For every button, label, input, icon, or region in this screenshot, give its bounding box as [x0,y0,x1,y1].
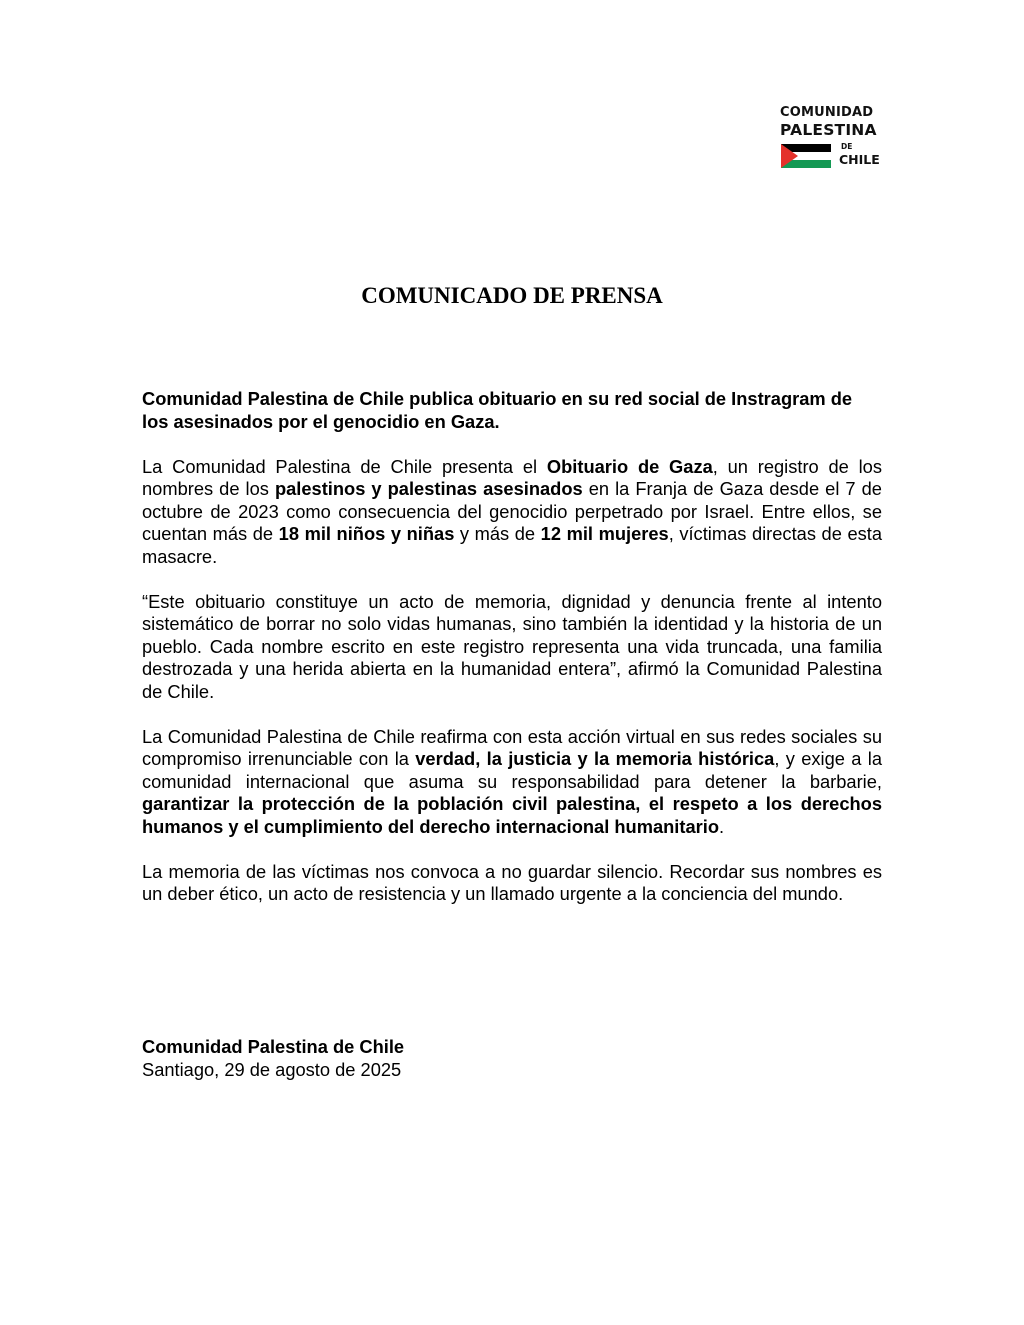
p1-bold-asesinados: palestinos y palestinas asesinados [274,478,583,499]
press-release-body [142,388,882,928]
p1-bold-obituario: Obituario de Gaza [546,455,713,477]
p3-bold-verdad: verdad, la justicia y la memoria histórica [415,748,775,769]
logo-line-chile: CHILE [839,152,880,167]
palestine-flag-icon [781,144,831,168]
p1-text-2: , un registro de los nombres de los [142,455,882,499]
p1-bold-ninos: 18 mil niños y niñas [278,523,455,544]
subheading: Comunidad Palestina de Chile publica obituario en su red social de Instragram de los asesinados por el genocidio en Gaza. [142,388,853,432]
p3-text-1: La Comunidad Palestina de Chile reafirma con esta acción virtual en sus redes sociales su compromiso irrenunciable con la [142,725,882,769]
paragraph-1 [142,456,882,569]
logo-line-comunidad: COMUNIDAD [780,105,874,120]
p1-text-4: y más de [454,523,541,544]
p3-bold-garantizar: garantizar la protección de la población civil palestina, el respeto a los derechos humanos y el cumplimiento del derecho internacional humanitario [142,793,882,837]
p1-text-1: La Comunidad Palestina de Chile presenta el [142,455,547,477]
signature-organization: Comunidad Palestina de Chile [142,1036,405,1057]
signature-block [142,1036,404,1081]
page-title: COMUNICADO DE PRENSA [361,283,663,308]
p1-text-5: , víctimas directas de esta masacre. [142,523,882,567]
organization-logo [780,105,890,172]
paragraph-3 [142,726,882,839]
logo-flag-row [780,142,890,172]
logo-line-de: DE [841,142,853,151]
p1-bold-mujeres: 12 mil mujeres [540,523,669,544]
p1-text-3: en la Franja de Gaza desde el 7 de octubre de 2023 como consecuencia del genocidio perpetrado por Israel. Entre ellos, se cuentan más de [142,478,882,544]
signature-place-date: Santiago, 29 de agosto de 2025 [142,1058,402,1080]
paragraph-2-quote: “Este obituario constituye un acto de memoria, dignidad y denuncia frente al intento sistemático de borrar no solo vidas humanas, sino también la identidad y la historia de un pueblo. Cada nombre escrito en este registro representa una vida truncada, una familia destrozada y una herida abierta en la humanidad entera”, afirmó la Comunidad Palestina de Chile. [142,590,882,702]
p3-text-3: . [718,815,725,837]
logo-line-palestina: PALESTINA [780,121,877,139]
p3-text-2: , y exige a la comunidad internacional que asuma su responsabilidad para detener la barbarie, [142,748,882,792]
paragraph-4: La memoria de las víctimas nos convoca a no guardar silencio. Recordar sus nombres es un deber ético, un acto de resistencia y un llamado urgente a la conciencia del mundo. [142,860,882,904]
